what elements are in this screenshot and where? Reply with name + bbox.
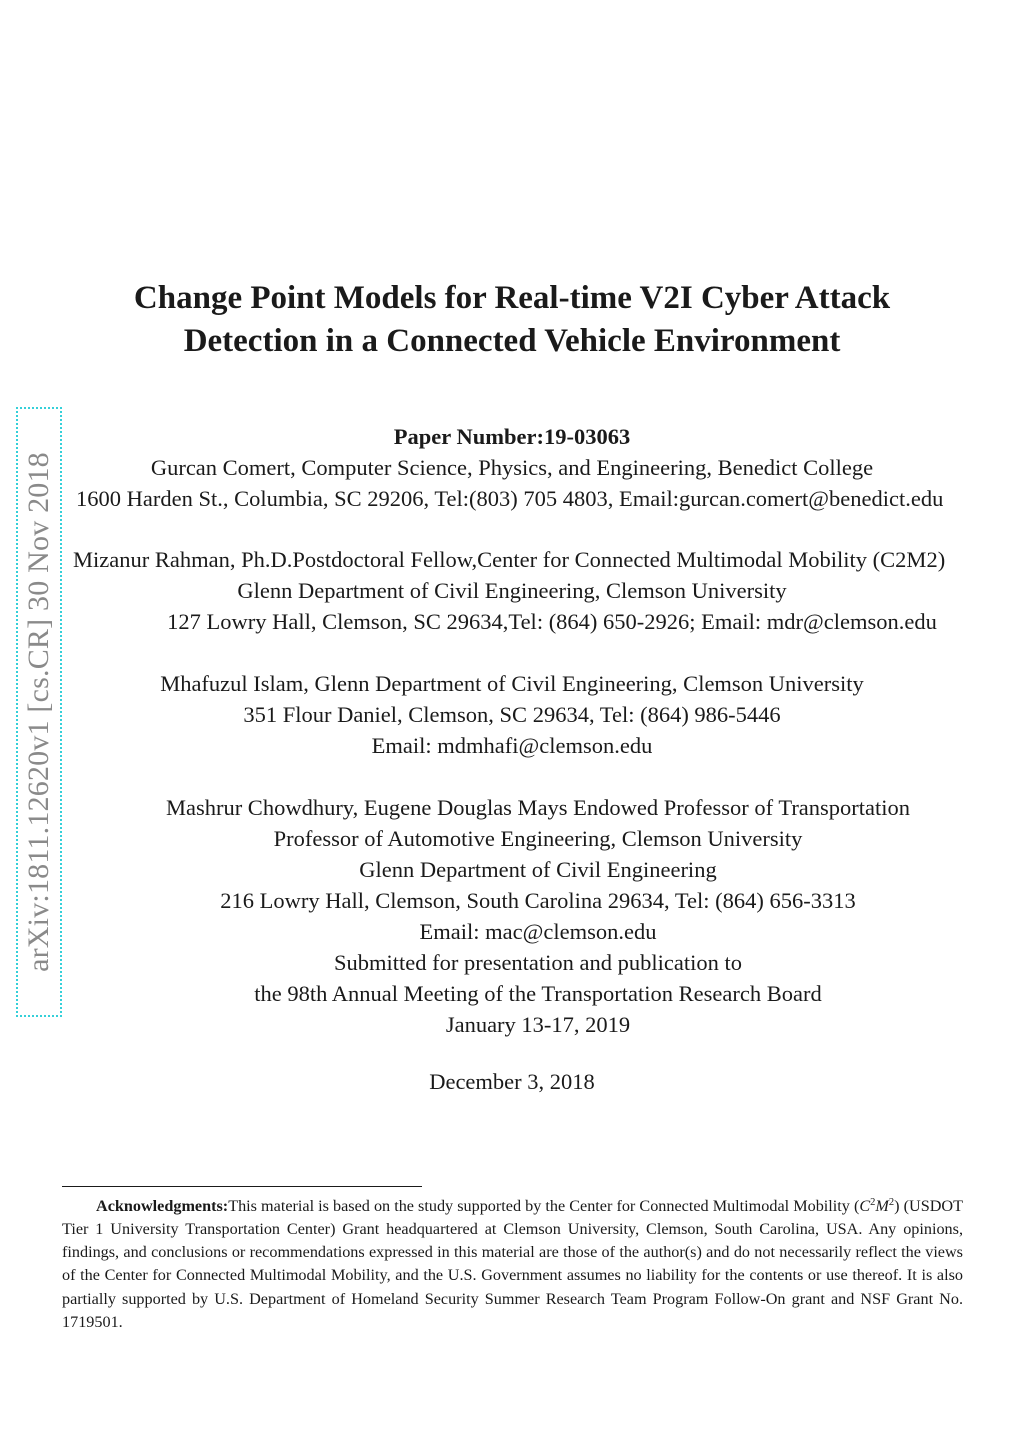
footnote-text-part-1: This material is based on the study supported by the Center for Connected Multimodal Mobility (	[228, 1196, 860, 1215]
math-sup-2: 2	[888, 1197, 895, 1208]
footnote-divider	[62, 1186, 422, 1187]
author-3-affiliation: Mhafuzul Islam, Glenn Department of Civil Engineering, Clemson University	[160, 671, 864, 696]
footnote-heading: Acknowledgments:	[96, 1196, 229, 1215]
math-sup-1: 2	[870, 1197, 876, 1208]
author-4-address: 216 Lowry Hall, Clemson, South Carolina 29634, Tel: (864) 656-3313	[220, 888, 856, 913]
submission-line-1: Submitted for presentation and publication to	[333, 950, 743, 975]
author-2-department: Glenn Department of Civil Engineering, Clemson University	[237, 578, 787, 603]
paper-number: Paper Number:19-03063	[393, 424, 631, 449]
paper-title-line-1: Change Point Models for Real-time V2I Cyber Attack	[133, 280, 891, 316]
author-3-address: 351 Flour Daniel, Clemson, SC 29634, Tel: (864) 986-5446	[243, 702, 781, 727]
author-1-affiliation: Gurcan Comert, Computer Science, Physics, and Engineering, Benedict College	[150, 455, 874, 480]
paper-title-line-2: Detection in a Connected Vehicle Environment	[183, 323, 841, 359]
acknowledgments-footnote	[62, 1191, 963, 1334]
author-4-department: Glenn Department of Civil Engineering	[359, 857, 717, 882]
footnote-text-part-2: ) (USDOT Tier 1 University Transportation Center) Grant headquartered at Clemson University, Clemson, South Carolina, USA. Any opinions, findings, and conclusions or recommendations expressed in this material are those of the author(s) and do not necessarily reflect the views of the Center for Connected Multimodal Mobility, and the U.S. Government assumes no liability for the contents or use thereof. It is also partially supported by U.S. Department of Homeland Security Summer Research Team Program Follow-On grant and NSF Grant No. 1719501.	[62, 1196, 963, 1331]
submission-line-3: January 13-17, 2019	[445, 1012, 631, 1037]
math-c: C	[859, 1196, 871, 1215]
author-4-affiliation: Mashrur Chowdhury, Eugene Douglas Mays Endowed Professor of Transportation	[165, 795, 911, 820]
author-4-email: Email: mac@clemson.edu	[419, 919, 657, 944]
author-1-address: 1600 Harden St., Columbia, SC 29206, Tel:(803) 705 4803, Email:gurcan.comert@benedict.edu	[76, 486, 944, 511]
math-m: M	[875, 1196, 889, 1215]
author-2-address: 127 Lowry Hall, Clemson, SC 29634,Tel: (864) 650-2926; Email: mdr@clemson.edu	[167, 609, 937, 634]
author-2-affiliation: Mizanur Rahman, Ph.D.Postdoctoral Fellow,Center for Connected Multimodal Mobility (C2M2)	[73, 547, 946, 572]
submission-line-2: the 98th Annual Meeting of the Transportation Research Board	[254, 981, 822, 1006]
paper-date: December 3, 2018	[429, 1069, 595, 1094]
arxiv-stamp: arXiv:1811.12620v1 [cs.CR] 30 Nov 2018	[22, 452, 55, 972]
author-3-email: Email: mdmhafi@clemson.edu	[371, 733, 653, 758]
author-4-position: Professor of Automotive Engineering, Clemson University	[273, 826, 803, 851]
